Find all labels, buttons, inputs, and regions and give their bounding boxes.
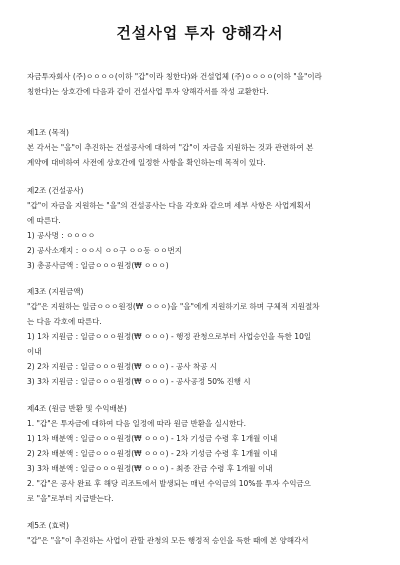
article3-line: 이내 — [27, 347, 42, 356]
article2-item: 2) 공사소재지 : ㅇㅇ시 ㅇㅇ구 ㅇㅇ동 ㅇㅇ번지 — [27, 246, 182, 255]
article4-heading: 제4조 (원금 반환 및 수익배분) — [27, 404, 127, 413]
article1-line: 본 각서는 "을"이 추진하는 건설공사에 대하여 "갑"이 자금을 지원하는 것과 관련하여 본 — [27, 143, 314, 152]
article2-heading: 제2조 (건설공사) — [27, 186, 84, 195]
article4-item: 1) 1차 배분액 : 일금ㅇㅇㅇ원정(₩ ㅇㅇㅇ) - 1차 기성금 수령 후 1개월 이내 — [27, 434, 278, 443]
document-title: 건설사업 투자 양해각서 — [116, 24, 284, 42]
article3-item: 2) 2차 지원금 : 일금ㅇㅇㅇ원정(₩ ㅇㅇㅇ) - 공사 착공 시 — [27, 362, 218, 371]
intro-line: 자금투자회사 (주)ㅇㅇㅇㅇ(이하 "갑"이라 칭한다)와 건설업체 (주)ㅇㅇㅇㅇ(이하 "을"이라 — [27, 72, 322, 81]
article2-item: 1) 공사명 : ㅇㅇㅇㅇ — [27, 231, 96, 240]
article3-line: 는 다음 각호에 따른다. — [27, 317, 102, 326]
article4-line: 1. "갑"은 투자금에 대하여 다음 일정에 따라 원금 반환을 실시한다. — [27, 419, 247, 428]
article3-line: "갑"은 지원하는 일금ㅇㅇㅇ원정(₩ ㅇㅇㅇ)을 "을"에게 지원하기로 하며 구체적 지원절차 — [27, 302, 320, 311]
article4-line: 로 "을"로부터 지급받는다. — [27, 494, 114, 503]
article4-line: 2. "갑"은 공사 완료 후 해당 리조트에서 발생되는 매년 수익금의 10%를 투자 수익금으 — [27, 479, 311, 488]
article2-item: 3) 총공사금액 : 일금ㅇㅇㅇ원정(₩ ㅇㅇㅇ) — [27, 261, 169, 270]
article4-item: 2) 2차 배분액 : 일금ㅇㅇㅇ원정(₩ ㅇㅇㅇ) - 2차 기성금 수령 후 1개월 이내 — [27, 449, 278, 458]
article3-item: 1) 1차 지원금 : 일금ㅇㅇㅇ원정(₩ ㅇㅇㅇ) - 행정 관청으로부터 사업승인을 득한 10일 — [27, 332, 312, 341]
article3-item: 3) 3차 지원금 : 일금ㅇㅇㅇ원정(₩ ㅇㅇㅇ) - 공사공정 50% 진행 시 — [27, 377, 251, 386]
article3-heading: 제3조 (지원금액) — [27, 287, 84, 296]
article5-line: "갑"은 "을"이 추진하는 사업이 관할 관청의 모든 행정적 승인을 득한 때에 본 양해각서 — [27, 536, 309, 545]
article1-heading: 제1조 (목적) — [27, 128, 69, 137]
intro-line: 칭한다)는 상호간에 다음과 같이 건설사업 투자 양해각서를 작성 교환한다. — [27, 87, 269, 96]
article5-heading: 제5조 (효력) — [27, 521, 69, 530]
article2-line: 에 따른다. — [27, 216, 61, 225]
article4-item: 3) 3차 배분액 : 일금ㅇㅇㅇ원정(₩ ㅇㅇㅇ) - 최종 잔금 수령 후 1개월 이내 — [27, 464, 273, 473]
article1-line: 계약에 대비하여 사전에 상호간에 일정한 사항을 확인하는데 목적이 있다. — [27, 158, 266, 167]
article2-line: "갑"이 자금을 지원하는 "을"의 건설공사는 다음 각호와 같으며 세부 사항은 사업계획서 — [27, 201, 311, 210]
